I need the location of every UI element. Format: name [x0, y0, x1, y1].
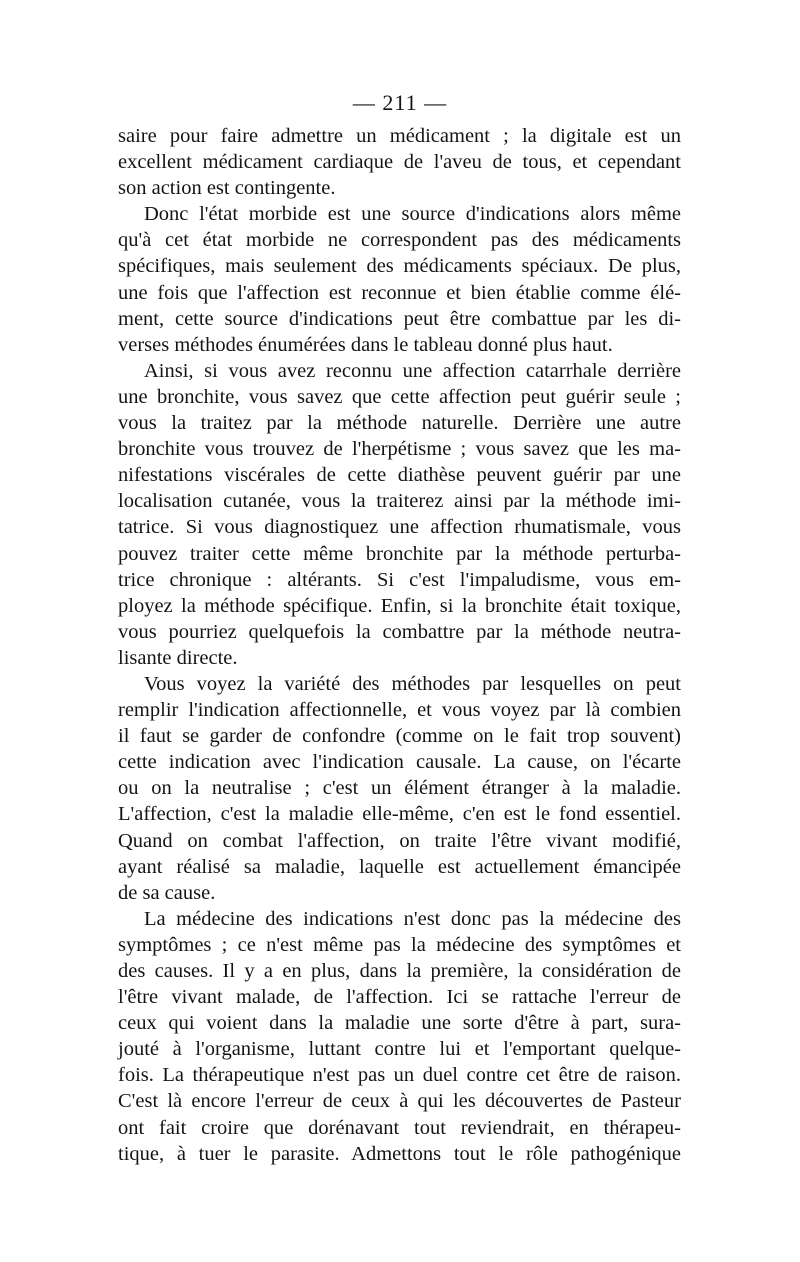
- text-line: nifestations viscérales de cette diathèse peuvent guérir par une: [118, 464, 681, 487]
- text-line: La médecine des indications n'est donc pas la médecine des: [144, 907, 681, 930]
- text-line: pouvez traiter cette même bronchite par la méthode perturba-: [118, 542, 681, 565]
- text-line: C'est là encore l'erreur de ceux à qui les découvertes de Pasteur: [118, 1090, 681, 1113]
- text-line: Vous voyez la variété des méthodes par lesquelles on peut: [144, 672, 681, 695]
- paragraph: [118, 671, 681, 906]
- text-line: L'affection, c'est la maladie elle-même, c'en est le fond essentiel.: [118, 803, 681, 826]
- page-number: — 211 —: [352, 90, 448, 115]
- text-line: ou on la neutralise ; c'est un élément étranger à la maladie.: [118, 777, 681, 800]
- text-line: tatrice. Si vous diagnostiquez une affection rhumatismale, vous: [118, 516, 681, 539]
- text-line: trice chronique : altérants. Si c'est l'impaludisme, vous em-: [118, 568, 681, 591]
- text-line: il faut se garder de confondre (comme on le fait trop souvent): [118, 725, 681, 748]
- text-line: localisation cutanée, vous la traiterez ainsi par la méthode imi-: [118, 490, 681, 513]
- page-body: [118, 123, 681, 1167]
- text-line: fois. La thérapeutique n'est pas un duel contre cet être de raison.: [118, 1064, 681, 1087]
- text-line: qu'à cet état morbide ne correspondent pas des médicaments: [118, 229, 681, 252]
- text-line: spécifiques, mais seulement des médicaments spéciaux. De plus,: [118, 255, 681, 278]
- text-line: une bronchite, vous savez que cette affection peut guérir seule ;: [118, 385, 681, 408]
- text-line: jouté à l'organisme, luttant contre lui et l'emportant quelque-: [118, 1038, 681, 1061]
- text-line: Donc l'état morbide est une source d'indications alors même: [144, 203, 681, 226]
- text-line: verses méthodes énumérées dans le tableau donné plus haut.: [118, 333, 613, 356]
- text-line: ont fait croire que dorénavant tout reviendrait, en thérapeu-: [118, 1116, 681, 1139]
- text-line: bronchite vous trouvez de l'herpétisme ; vous savez que les ma-: [118, 438, 681, 461]
- text-line: son action est contingente.: [118, 177, 336, 200]
- text-line: vous la traitez par la méthode naturelle. Derrière une autre: [118, 412, 681, 435]
- text-line: de sa cause.: [118, 881, 216, 904]
- text-line: ceux qui voient dans la maladie une sorte d'être à part, sura-: [118, 1012, 681, 1035]
- text-line: saire pour faire admettre un médicament ; la digitale est un: [118, 125, 681, 147]
- paragraph: [118, 358, 681, 671]
- paragraph: [118, 201, 681, 358]
- text-line: ment, cette source d'indications peut être combattue par les di-: [118, 307, 681, 330]
- text-line: cette indication avec l'indication causale. La cause, on l'écarte: [118, 751, 681, 774]
- text-line: ployez la méthode spécifique. Enfin, si la bronchite était toxique,: [118, 594, 681, 617]
- text-line: Quand on combat l'affection, on traite l'être vivant modifié,: [118, 829, 681, 852]
- text-line: ayant réalisé sa maladie, laquelle est actuellement émancipée: [118, 855, 681, 878]
- text-line: symptômes ; ce n'est même pas la médecine des symptômes et: [118, 933, 681, 956]
- text-line: l'être vivant malade, de l'affection. Ici se rattache l'erreur de: [118, 986, 681, 1009]
- paragraph: [118, 123, 681, 201]
- text-line: tique, à tuer le parasite. Admettons tout le rôle pathogénique: [118, 1142, 681, 1165]
- text-line: des causes. Il y a en plus, dans la première, la considération de: [118, 960, 681, 982]
- text-line: lisante directe.: [118, 646, 238, 669]
- text-line: remplir l'indication affectionnelle, et vous voyez par là combien: [118, 699, 681, 722]
- text-line: une fois que l'affection est reconnue et bien établie comme élé-: [118, 281, 681, 304]
- text-line: vous pourriez quelquefois la combattre par la méthode neutra-: [118, 620, 681, 643]
- text-line: excellent médicament cardiaque de l'aveu de tous, et cependant: [118, 151, 681, 174]
- text-line: Ainsi, si vous avez reconnu une affection catarrhale derrière: [144, 359, 681, 382]
- paragraph: [118, 906, 681, 1167]
